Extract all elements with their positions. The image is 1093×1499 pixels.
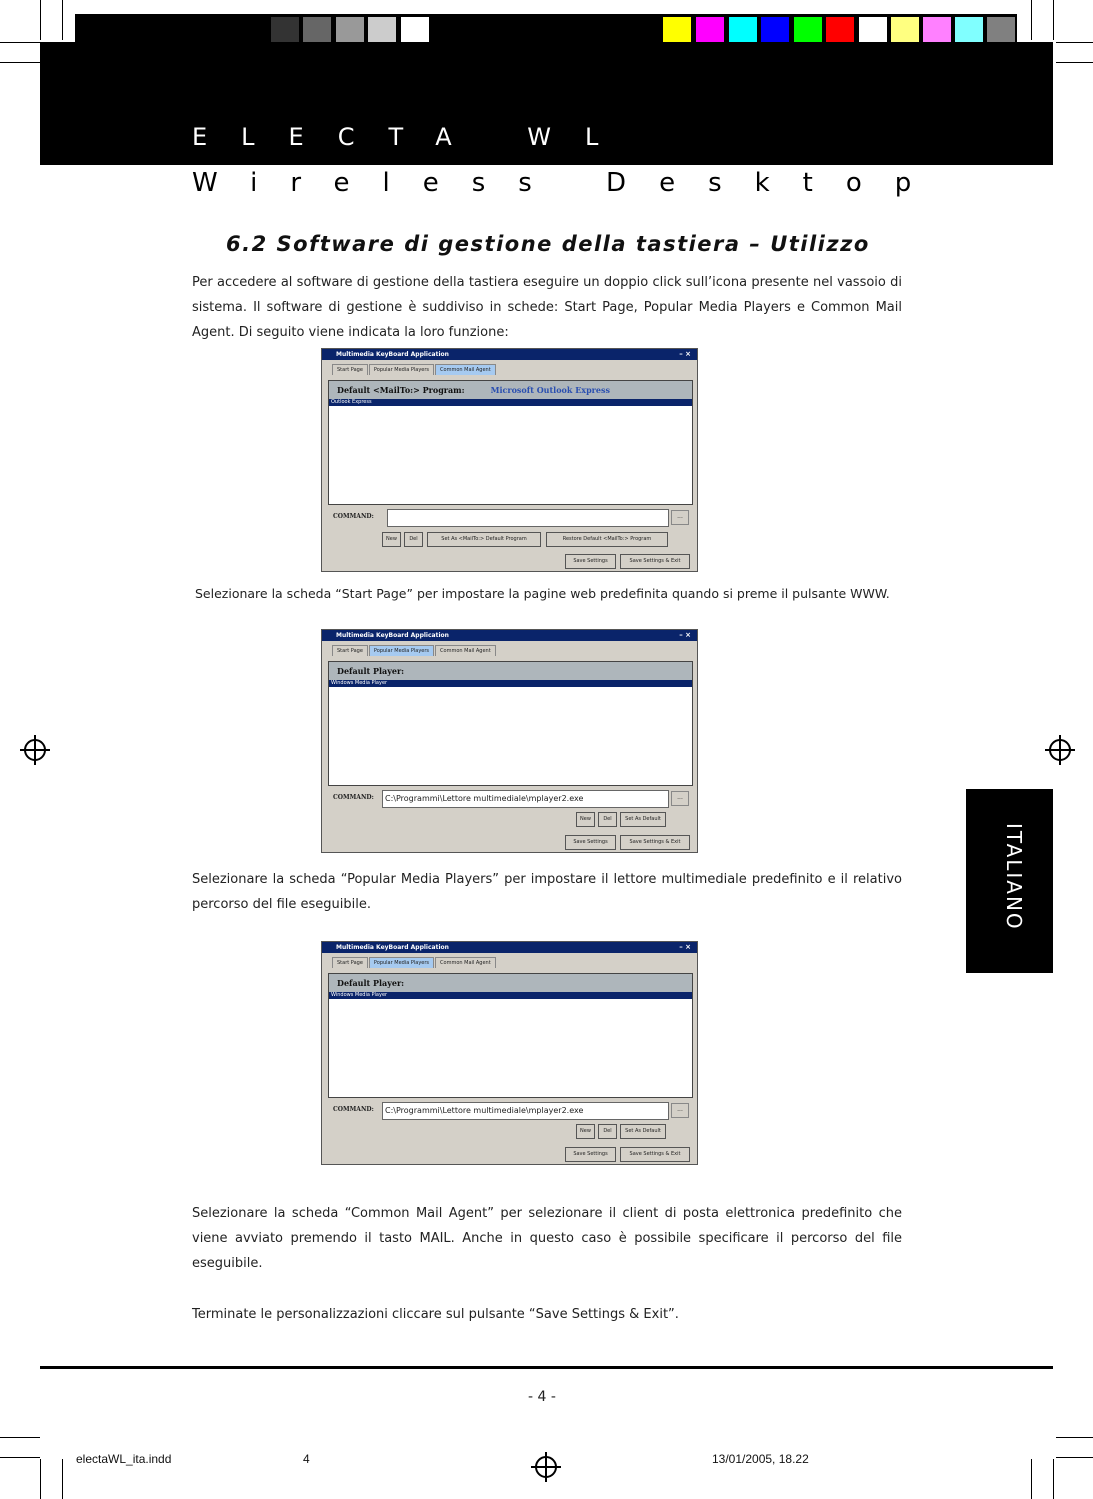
color-swatch xyxy=(761,17,789,45)
caption-media-players: Selezionare la scheda “Popular Media Players” per impostare il lettore multimediale predefinito e il relativo percorso del file eseguibile. xyxy=(192,872,902,912)
crop-mark xyxy=(62,1459,63,1499)
browse-button[interactable]: ... xyxy=(671,791,689,806)
registration-mark-icon xyxy=(535,1456,557,1478)
footer-file-name: electaWL_ita.indd xyxy=(76,1452,172,1466)
window-controls[interactable]: – × xyxy=(679,943,691,951)
crop-mark xyxy=(1031,0,1032,40)
window-title: Multimedia KeyBoard Application xyxy=(336,944,449,951)
screenshot-media-players-2 xyxy=(321,941,698,1165)
save-settings-button[interactable]: Save Settings xyxy=(565,554,616,569)
crop-mark xyxy=(1056,1437,1093,1438)
crop-mark xyxy=(0,1437,40,1438)
save-settings-button[interactable]: Save Settings xyxy=(565,835,616,850)
color-swatch xyxy=(891,17,919,45)
save-settings-exit-button[interactable]: Save Settings & Exit xyxy=(620,554,690,569)
brand-title: ELECTA WL xyxy=(192,123,633,151)
tab-start-page[interactable]: Start Page xyxy=(332,364,368,375)
save-settings-button[interactable]: Save Settings xyxy=(565,1147,616,1162)
window-titlebar xyxy=(322,349,697,360)
program-list xyxy=(328,380,693,505)
command-label: COMMAND: xyxy=(333,1106,374,1113)
set-as-default-button[interactable]: Set As Default xyxy=(620,1124,666,1139)
caption-start-page: Selezionare la scheda “Start Page” per impostare la pagine web predefinita quando si preme il pulsante WWW. xyxy=(195,586,890,601)
list-item[interactable]: Outlook Express xyxy=(329,399,692,406)
crop-mark xyxy=(1053,1459,1054,1499)
color-swatch xyxy=(663,17,691,45)
command-label: COMMAND: xyxy=(333,513,374,520)
footer-rule xyxy=(40,1366,1053,1369)
list-item[interactable]: Windows Media Player xyxy=(329,680,692,687)
command-input[interactable]: C:\Programmi\Lettore multimediale\mplayer2.exe xyxy=(382,1102,669,1120)
set-mailto-default-button[interactable]: Set As <MailTo:> Default Program xyxy=(427,532,541,547)
del-button[interactable]: Del xyxy=(404,532,423,547)
save-settings-exit-button[interactable]: Save Settings & Exit xyxy=(620,835,690,850)
brand-subtitle: Wireless Desktop xyxy=(192,168,945,198)
crop-mark xyxy=(0,1457,40,1458)
tab-strip xyxy=(322,641,697,657)
intro-paragraph: Per accedere al software di gestione della tastiera eseguire un doppio click sull’icona presente nel vassoio di sistema. Il software di gestione è suddiviso in schede: Start Page, Popular Media Players e Common Mail Agent. Di seguito viene indicata la loro funzione: xyxy=(192,275,902,340)
command-label: COMMAND: xyxy=(333,794,374,801)
del-button[interactable]: Del xyxy=(598,812,617,827)
list-header: Default Player: xyxy=(329,974,692,992)
tab-popular-media-players[interactable]: Popular Media Players xyxy=(369,957,434,968)
tab-popular-media-players[interactable]: Popular Media Players xyxy=(369,645,434,656)
color-swatch xyxy=(368,17,396,45)
crop-mark xyxy=(62,0,63,40)
player-list xyxy=(328,973,693,1098)
tab-start-page[interactable]: Start Page xyxy=(332,645,368,656)
color-swatch xyxy=(923,17,951,45)
footer-date: 13/01/2005, 18.22 xyxy=(712,1452,809,1466)
new-button[interactable]: New xyxy=(382,532,401,547)
language-tab-label: ITALIANO xyxy=(1002,823,1026,931)
tab-common-mail-agent[interactable]: Common Mail Agent xyxy=(435,645,496,656)
list-header-value: Microsoft Outlook Express xyxy=(490,385,610,395)
tab-popular-media-players[interactable]: Popular Media Players xyxy=(369,364,434,375)
window-title: Multimedia KeyBoard Application xyxy=(336,632,449,639)
window-titlebar xyxy=(322,630,697,641)
registration-mark-icon xyxy=(24,739,46,761)
list-header xyxy=(329,381,692,399)
color-swatch xyxy=(729,17,757,45)
footer-page: 4 xyxy=(303,1452,310,1466)
color-swatch xyxy=(303,17,331,45)
command-input[interactable] xyxy=(387,509,669,527)
color-swatch xyxy=(401,17,429,45)
screenshot-media-players xyxy=(321,629,698,853)
window-controls[interactable]: – × xyxy=(679,631,691,639)
browse-button[interactable]: ... xyxy=(671,1103,689,1118)
new-button[interactable]: New xyxy=(576,1124,595,1139)
window-titlebar xyxy=(322,942,697,953)
set-as-default-button[interactable]: Set As Default xyxy=(620,812,666,827)
caption-save-exit: Terminate le personalizzazioni cliccare sul pulsante “Save Settings & Exit”. xyxy=(192,1307,679,1322)
registration-mark-icon xyxy=(1049,739,1071,761)
tab-common-mail-agent[interactable]: Common Mail Agent xyxy=(435,364,496,375)
command-input[interactable]: C:\Programmi\Lettore multimediale\mplayer2.exe xyxy=(382,790,669,808)
new-button[interactable]: New xyxy=(576,812,595,827)
crop-mark xyxy=(1056,1457,1093,1458)
tab-common-mail-agent[interactable]: Common Mail Agent xyxy=(435,957,496,968)
color-swatch xyxy=(271,17,299,45)
restore-mailto-default-button[interactable]: Restore Default <MailTo:> Program xyxy=(546,532,668,547)
page-number: - 4 - xyxy=(528,1389,556,1405)
crop-mark xyxy=(1056,62,1093,63)
crop-mark xyxy=(1031,1459,1032,1499)
crop-mark xyxy=(40,1459,41,1499)
crop-mark xyxy=(40,0,41,40)
tab-strip xyxy=(322,953,697,969)
list-item[interactable]: Windows Media Player xyxy=(329,992,692,999)
window-title: Multimedia KeyBoard Application xyxy=(336,351,449,358)
list-header: Default Player: xyxy=(329,662,692,680)
screenshot-mail-agent xyxy=(321,348,698,572)
browse-button[interactable]: ... xyxy=(671,510,689,525)
list-header-label: Default <MailTo:> Program: xyxy=(337,385,465,395)
color-swatch xyxy=(859,17,887,45)
save-settings-exit-button[interactable]: Save Settings & Exit xyxy=(620,1147,690,1162)
del-button[interactable]: Del xyxy=(598,1124,617,1139)
section-title: 6.2 Software di gestione della tastiera – Utilizzo xyxy=(226,232,870,256)
crop-mark xyxy=(0,62,40,63)
player-list xyxy=(328,661,693,786)
color-swatch xyxy=(696,17,724,45)
tab-start-page[interactable]: Start Page xyxy=(332,957,368,968)
tab-strip xyxy=(322,360,697,376)
caption-mail-agent: Selezionare la scheda “Common Mail Agent” per selezionare il client di posta elettronica predefinito che viene avviato premendo il tasto MAIL. Anche in questo caso è possibile specificare il percorso del file eseguibile. xyxy=(192,1206,902,1271)
color-swatch xyxy=(826,17,854,45)
color-swatch xyxy=(336,17,364,45)
color-swatch xyxy=(987,17,1015,45)
color-swatch xyxy=(955,17,983,45)
crop-mark xyxy=(0,42,40,43)
crop-mark xyxy=(1056,42,1093,43)
crop-mark xyxy=(1053,0,1054,40)
window-controls[interactable]: – × xyxy=(679,350,691,358)
color-swatch xyxy=(794,17,822,45)
